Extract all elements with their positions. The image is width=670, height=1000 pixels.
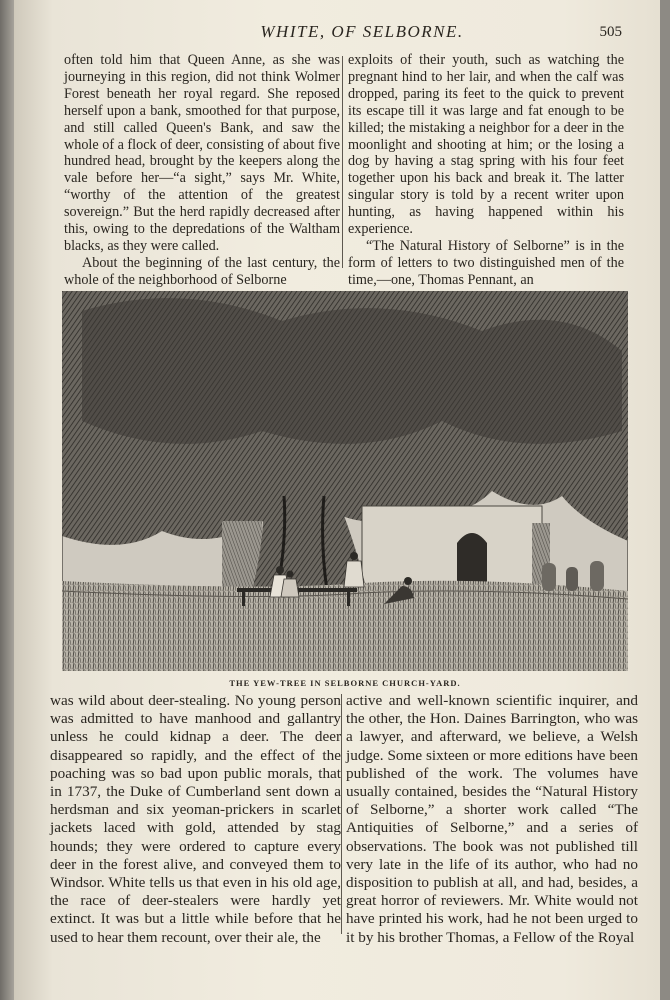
paragraph: “The Natural History of Selborne” is in the form of letters to two distinguished men of the time,—one, Thomas Pennant, an bbox=[348, 237, 624, 288]
column-divider bbox=[342, 56, 343, 268]
paragraph: active and well-known scientific inquirer, and the other, the Hon. Daines Barrington, who was a lawyer, and afterward, we believe, a Welsh judge. Some sixteen or more editions have been published of the work. The volumes have usually contained, besides the “Natural History of Selborne,” a shorter work called “The Antiquities of Selborne,” and a series of observations. The book was not published till very late in the life of its author, who had no disposition to publish at all, and had, besides, a great horror of reviewers. Mr. White would not have printed his work, had he not been urged to it by his brother Thomas, a Fellow of the Royal bbox=[346, 692, 638, 946]
column-divider bbox=[341, 694, 342, 934]
paragraph: exploits of their youth, such as watching the pregnant hind to her lair, and when the calf was dropped, paring its feet to the quick to prevent its escape till it was large and fat enough to be killed; the mistaking a neighbor for a deer in the moonlight and shooting at him; or the losing a dog by having a stag spring with his four feet together upon his back and break it. The latter singular story is told by a recent writer upon hunting, as having happened within his experience. bbox=[348, 52, 624, 238]
top-left-column bbox=[64, 52, 340, 289]
page-number: 505 bbox=[599, 24, 622, 40]
yew-tree-engraving bbox=[62, 291, 628, 671]
illustration-caption: THE YEW-TREE IN SELBORNE CHURCH-YARD. bbox=[229, 678, 461, 688]
paragraph: About the beginning of the last century, the whole of the neighborhood of Selborne bbox=[64, 254, 340, 288]
page-edge-shadow bbox=[0, 0, 14, 1000]
bottom-right-column bbox=[346, 692, 638, 947]
paragraph: often told him that Queen Anne, as she was journeying in this region, did not think Wolmer Forest beneath her royal regard. She reposed herself upon a bank, smoothed for that purpose, and still called Queen's Bank, and saw the whole of a flock of deer, consisting of about five hundred head, brought by the keepers along the vale before her—“a sight,” says Mr. White, “worthy of the attention of the greatest sovereign.” But the herd rapidly decreased after this, owing to the depredations of the Waltham blacks, as they were called. bbox=[64, 52, 341, 254]
top-right-column bbox=[348, 52, 624, 289]
bottom-left-column bbox=[50, 692, 341, 947]
running-title: WHITE, OF SELBORNE. bbox=[260, 22, 464, 41]
book-page bbox=[14, 0, 660, 1000]
paragraph: was wild about deer-stealing. No young person was admitted to have manhood and gallantry unless he could kidnap a deer. The deer disappeared so rapidly, and the effect of the poaching was so bad upon public morals, that in 1737, the Duke of Cumberland sent down a herdsman and six yeoman-prickers in scarlet jackets laced with gold, attended by stag hounds; they were ordered to capture every deer in the forest alive, and conveyed them to Windsor. White tells us that even in his old age, the race of deer-stealers were hardly yet extinct. It was but a little while before that he used to hear them recount, over their ale, the bbox=[50, 692, 341, 946]
